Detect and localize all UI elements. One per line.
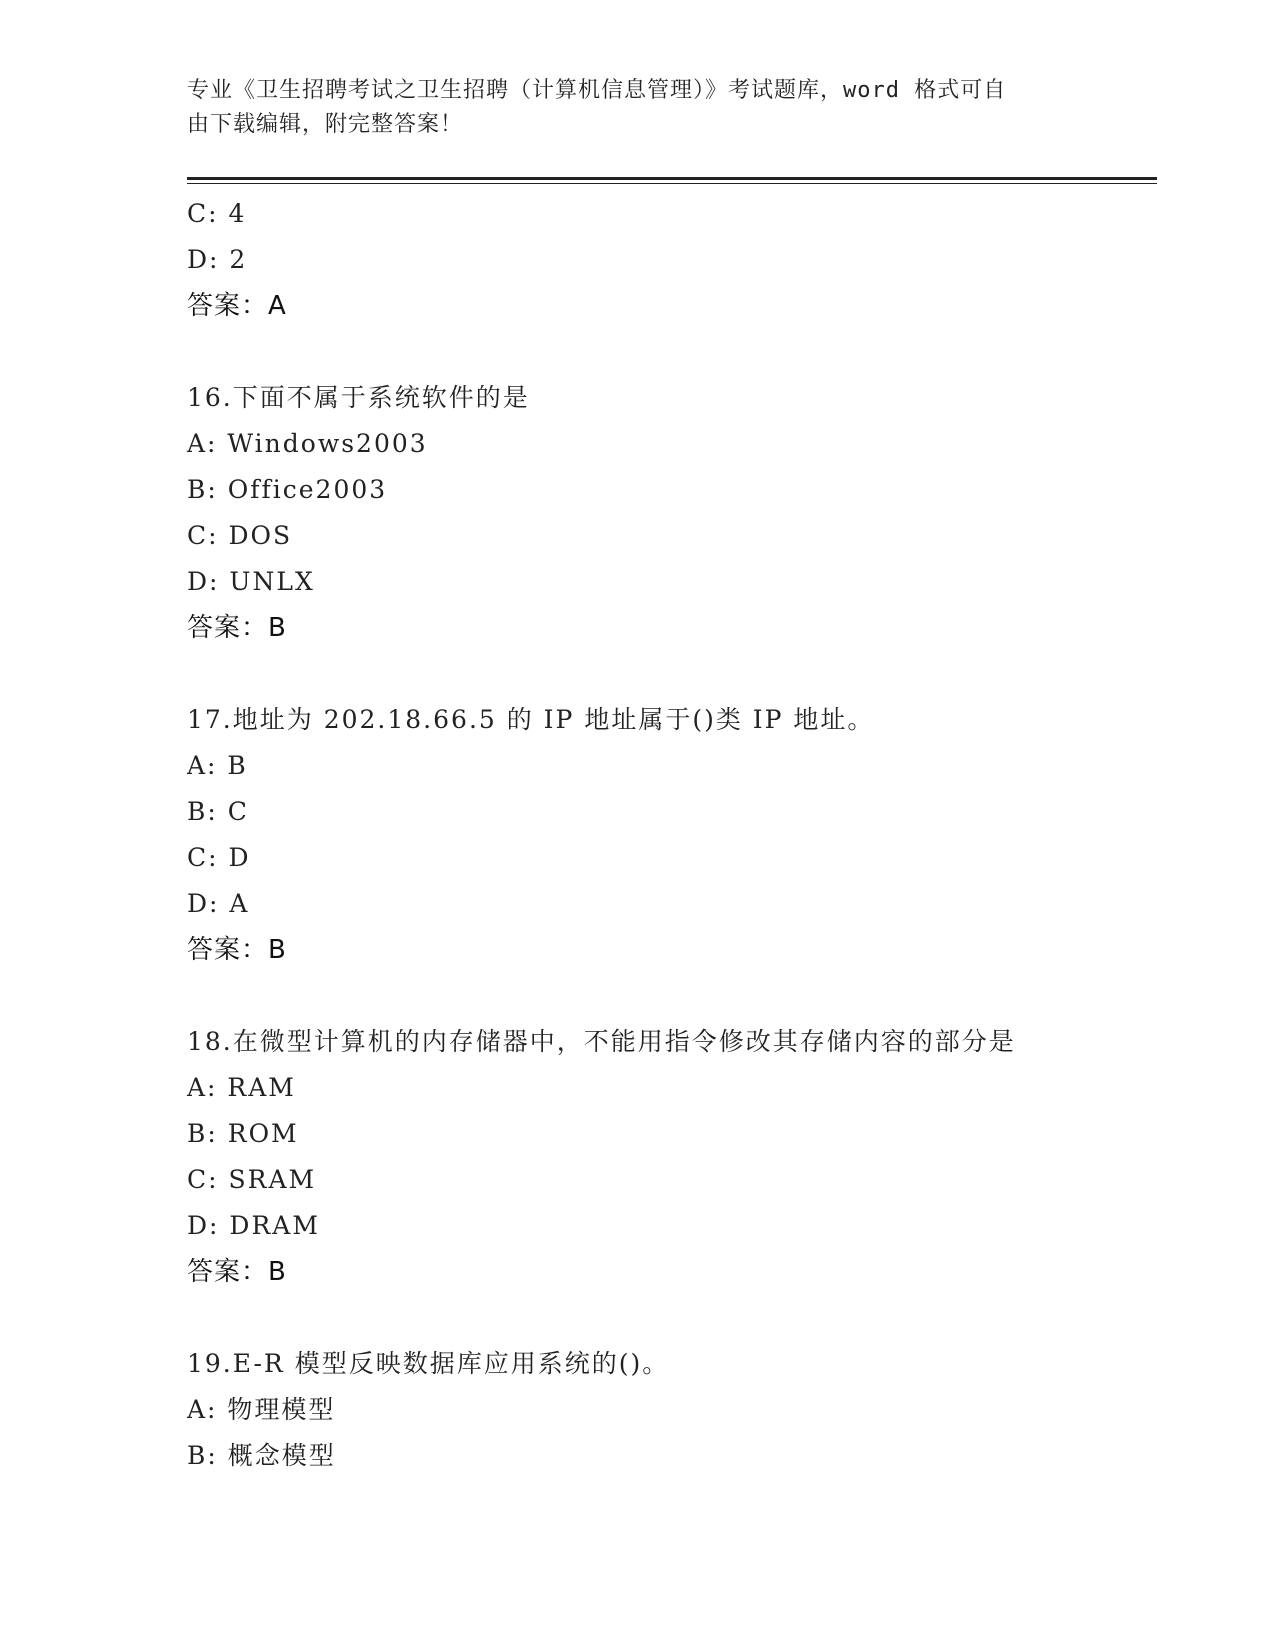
question-17	[187, 697, 1157, 973]
question-19	[187, 1341, 1157, 1479]
partial-option-c: C: 4	[187, 199, 247, 228]
option-b: B: Office2003	[187, 475, 388, 504]
question-16	[187, 375, 1157, 651]
question-18	[187, 1019, 1157, 1295]
answer: 答案：B	[187, 613, 287, 643]
answer: 答案：B	[187, 935, 287, 965]
question-stem: 18.在微型计算机的内存储器中，不能用指令修改其存储内容的部分是	[187, 1027, 1016, 1056]
option-b: B: ROM	[187, 1119, 299, 1148]
header-line-2: 由下载编辑，附完整答案！	[187, 112, 464, 137]
option-a: A: RAM	[187, 1073, 296, 1102]
header-divider-thick	[187, 177, 1157, 180]
option-a: A: 物理模型	[187, 1395, 336, 1424]
answer: 答案：B	[187, 1257, 287, 1287]
option-c: C: D	[187, 843, 251, 872]
option-d: D: UNLX	[187, 567, 315, 596]
option-c: C: SRAM	[187, 1165, 317, 1194]
partial-answer: 答案：A	[187, 291, 287, 321]
option-b: B: C	[187, 797, 249, 826]
partial-option-d: D: 2	[187, 245, 248, 274]
option-d: D: A	[187, 889, 250, 918]
question-stem: 19.E-R 模型反映数据库应用系统的()。	[187, 1349, 670, 1378]
question-stem: 17.地址为 202.18.66.5 的 IP 地址属于()类 IP 地址。	[187, 705, 875, 734]
question-stem: 16.下面不属于系统软件的是	[187, 383, 530, 412]
header-line-1: 专业《卫生招聘考试之卫生招聘（计算机信息管理）》考试题库，word 格式可自	[187, 78, 1007, 103]
option-a: A: Windows2003	[187, 429, 428, 458]
header-divider-thin	[187, 183, 1157, 184]
option-c: C: DOS	[187, 521, 293, 550]
document-header	[187, 74, 1087, 142]
option-b: B: 概念模型	[187, 1441, 336, 1470]
option-d: D: DRAM	[187, 1211, 320, 1240]
question-list	[187, 191, 1157, 1479]
option-a: A: B	[187, 751, 248, 780]
